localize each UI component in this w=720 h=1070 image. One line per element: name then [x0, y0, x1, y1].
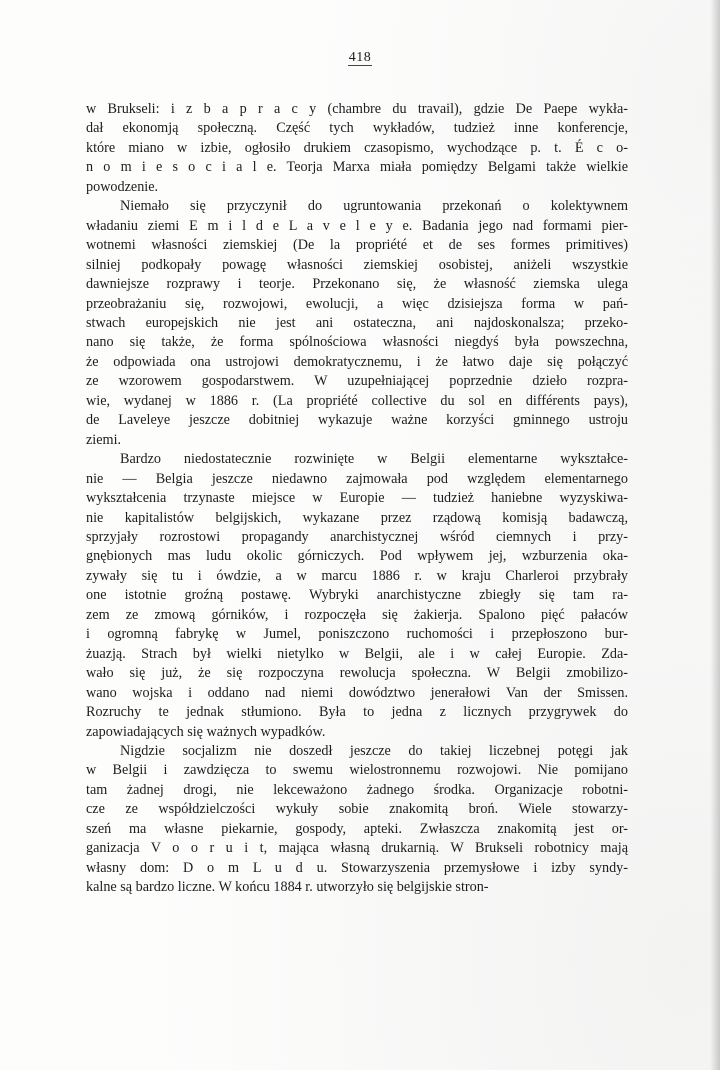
text-line: nano się także, że forma spólnościowa własności niegdyś była powszechna,	[86, 334, 628, 351]
text-line: zapowiadających się ważnych wypadków.	[86, 723, 326, 740]
text-line: cze ze współdzielczości wykuły sobie znakomitą broń. Wiele stowarzy-	[86, 801, 628, 818]
text-line: one istotnie groźną postawę. Wybryki anarchistyczne zbiegły się tam ra-	[86, 587, 628, 604]
text-line: i ogromną fabrykę w Jumel, poniszczono ruchomości i przepłoszono bur-	[86, 626, 628, 643]
text-line: nie — Belgia jeszcze niedawno zajmowała pod względem elementarnego	[86, 470, 628, 487]
text-line: stwach europejskich nie jest ani ostateczna, ani najdoskonalsza; przeko-	[86, 314, 628, 331]
text-line: żuazją. Strach był wielki nietylko w Belgii, ale i w całej Europie. Zda-	[86, 645, 628, 662]
page-number-text: 418	[348, 50, 372, 65]
text-line: przeobrażaniu się, rozwojowi, ewolucji, a więc dzisiejsza forma w pań-	[86, 295, 628, 312]
text-line: wykształcenia trzynaste miejsce w Europie — tudzież haniebne wyzyskiwa-	[86, 490, 628, 507]
text-line: władaniu ziemi E m i l d e L a v e l e y e. Badania jego nad formami pier-	[86, 217, 628, 234]
text-line: wotnemi własności ziemskiej (De la propriété et de ses formes primitives)	[86, 237, 628, 254]
text-line: ziemi.	[86, 431, 122, 448]
text-line: Bardzo niedostatecznie rozwinięte w Belgii elementarne wykształce-	[120, 451, 628, 468]
text-line: ze wzorowem gospodarstwem. W uzupełniającej poprzednie dzieło rozpra-	[86, 373, 628, 390]
text-line: Rozruchy te jednak stłumiono. Była to jedna z licznych przygrywek do	[86, 704, 628, 721]
text-line: dał ekonomją społeczną. Część tych wykładów, tudzież inne konferencje,	[86, 120, 628, 137]
text-line: własny dom: D o m L u d u. Stowarzyszenia przemysłowe i izby syndy-	[86, 859, 628, 876]
paragraph	[86, 450, 628, 742]
text-line: silniej podkopały powagę własności ziemskiej osobistej, aniżeli wszystkie	[86, 256, 628, 273]
text-line: zem ze zmową górników, i rozpoczęła się żakierja. Spalono pięć pałaców	[86, 606, 628, 623]
text-line: n o m i e s o c i a l e. Teorja Marxa miała pomiędzy Belgami także wielkie	[86, 159, 628, 176]
paragraph	[86, 742, 628, 898]
text-line: że odpowiada ona ustrojowi demokratycznemu, i że łatwo daje się połączyć	[86, 353, 628, 370]
text-line: kalne są bardzo liczne. W końcu 1884 r. utworzyło się belgijskie stron-	[86, 879, 489, 896]
text-line: sprzyjały rozrostowi propagandy anarchistycznej wśród ciemnych i przy-	[86, 528, 628, 545]
body-text	[86, 100, 628, 898]
text-line: wano wojska i oddano nad niemi dowództwo jenerałowi Van der Smissen.	[86, 684, 628, 701]
text-line: w Belgii i zawdzięcza to swemu wielostronnemu rozwojowi. Nie pomijano	[86, 762, 628, 779]
text-line: de Laveleye jeszcze dobitniej wykazuje ważne korzyści gminnego ustroju	[86, 412, 628, 429]
text-line: wie, wydanej w 1886 r. (La propriété collective du sol en différents pays),	[86, 392, 628, 409]
text-line: tam żadnej drogi, nie lekceważono żadnego środka. Organizacje robotni-	[86, 781, 628, 798]
text-line: dawniejsze rozprawy i teorje. Przekonano się, że własność ziemska ulega	[86, 276, 628, 293]
paragraph	[86, 197, 628, 450]
text-line: zywały się tu i ówdzie, a w marcu 1886 r. w kraju Charleroi przybrały	[86, 567, 628, 584]
text-line: wało się już, że się rozpoczyna rewolucja społeczna. W Belgii zmobilizo-	[86, 665, 628, 682]
page-number	[0, 50, 720, 66]
text-line: Niemało się przyczynił do ugruntowania przekonań o kolektywnem	[120, 198, 628, 215]
text-line: nie kapitalistów belgijskich, wykazane przez rządową komisją badawczą,	[86, 509, 628, 526]
text-line: szeń ma własne piekarnie, gospody, apteki. Zwłaszcza znakomitą jest or-	[86, 820, 628, 837]
text-line: Nigdzie socjalizm nie doszedł jeszcze do takiej liczebnej potęgi jak	[120, 742, 628, 759]
text-line: które miano w izbie, ogłosiło drukiem czasopismo, wychodzące p. t. É c o-	[86, 139, 628, 156]
page-edge-shadow	[710, 0, 720, 1070]
text-line: ganizacja V o o r u i t, mająca własną drukarnią. W Brukseli robotnicy mają	[86, 840, 628, 857]
text-line: powodzenie.	[86, 178, 159, 195]
paragraph	[86, 100, 628, 197]
text-line: gnębionych mas ludu okolic górniczych. Pod wpływem jej, wzburzenia oka-	[86, 548, 628, 565]
text-line: w Brukseli: i z b a p r a c y (chambre du travail), gdzie De Paepe wykła-	[86, 101, 628, 117]
